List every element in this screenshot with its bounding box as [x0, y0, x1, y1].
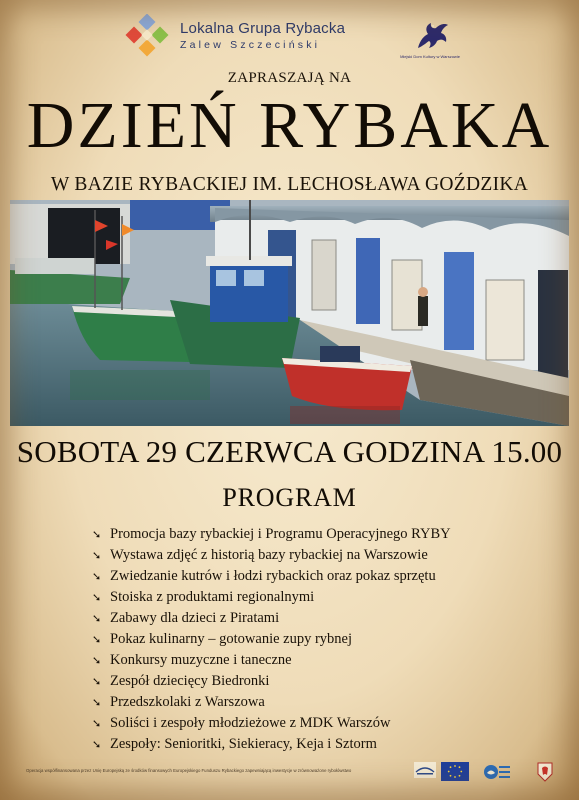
arrow-down-icon: ➘ [92, 570, 102, 583]
arrow-down-icon: ➘ [92, 528, 102, 541]
org-name: Lokalna Grupa Rybacka [180, 20, 346, 37]
arrow-down-icon: ➘ [92, 675, 102, 688]
list-item [92, 671, 542, 692]
list-item-label: Zabawy dla dzieci z Piratami [110, 610, 280, 626]
list-item [92, 713, 542, 734]
fisheries-fund-logo [414, 762, 436, 778]
funding-note: Operacja współfinansowana przez Unię Europejską ze środków finansowych Europejskiego Funduszu Rybackiego zapewniającą inwestycje w zrównoważone rybołówstwo [26, 768, 352, 773]
partner-caption: Miejski Dom Kultury w Warszowie [400, 54, 460, 59]
list-item [92, 608, 542, 629]
invite-line: ZAPRASZAJĄ NA [227, 70, 352, 86]
org-subname: Zalew Szczeciński [180, 39, 321, 51]
list-item-label: Pokaz kulinarny – gotowanie zupy rybnej [110, 631, 353, 647]
griffin-logo [412, 20, 452, 52]
list-item-label: Wystawa zdjęć z historią bazy rybackiej na Warszowie [110, 547, 428, 563]
diamond-mosaic-logo [122, 14, 174, 66]
arrow-down-icon: ➘ [92, 738, 102, 751]
list-item-label: Soliści i zespoły młodzieżowe z MDK Warszów [110, 715, 391, 731]
list-item-label: Promocja bazy rybackiej i Programu Operacyjnego RYBY [110, 526, 451, 542]
arrow-down-icon: ➘ [92, 696, 102, 709]
harbour-photo [10, 200, 569, 426]
list-item-label: Przedszkolaki z Warszowa [110, 694, 265, 710]
arrow-down-icon: ➘ [92, 633, 102, 646]
list-item-label: Konkursy muzyczne i taneczne [110, 652, 292, 668]
org-name-block [180, 20, 345, 51]
list-item [92, 692, 542, 713]
eu-flag-icon [441, 762, 469, 781]
list-item [92, 629, 542, 650]
list-item [92, 734, 542, 755]
list-item [92, 524, 542, 545]
arrow-down-icon: ➘ [92, 612, 102, 625]
list-item-label: Zwiedzanie kutrów i łodzi rybackich oraz pokaz sprzętu [110, 568, 436, 584]
region-crest-logo [537, 762, 553, 782]
event-title: DZIEŃ RYBAKA [26, 89, 553, 162]
list-item-label: Zespoły: Senioritki, Siekieracy, Keja i Sztorm [110, 736, 377, 752]
list-item-label: Zespół dziecięcy Biedronki [110, 673, 270, 689]
ryby-program-logo [483, 762, 511, 782]
list-item [92, 566, 542, 587]
event-date: SOBOTA 29 CZERWCA GODZINA 15.00 [16, 434, 563, 469]
program-list [92, 524, 542, 755]
arrow-down-icon: ➘ [92, 717, 102, 730]
program-heading: PROGRAM [222, 483, 357, 512]
list-item-label: Stoiska z produktami regionalnymi [110, 589, 315, 605]
arrow-down-icon: ➘ [92, 654, 102, 667]
arrow-down-icon: ➘ [92, 549, 102, 562]
list-item [92, 587, 542, 608]
list-item [92, 545, 542, 566]
arrow-down-icon: ➘ [92, 591, 102, 604]
list-item [92, 650, 542, 671]
event-location: W BAZIE RYBACKIEJ IM. LECHOSŁAWA GOŹDZIKA [50, 174, 529, 195]
